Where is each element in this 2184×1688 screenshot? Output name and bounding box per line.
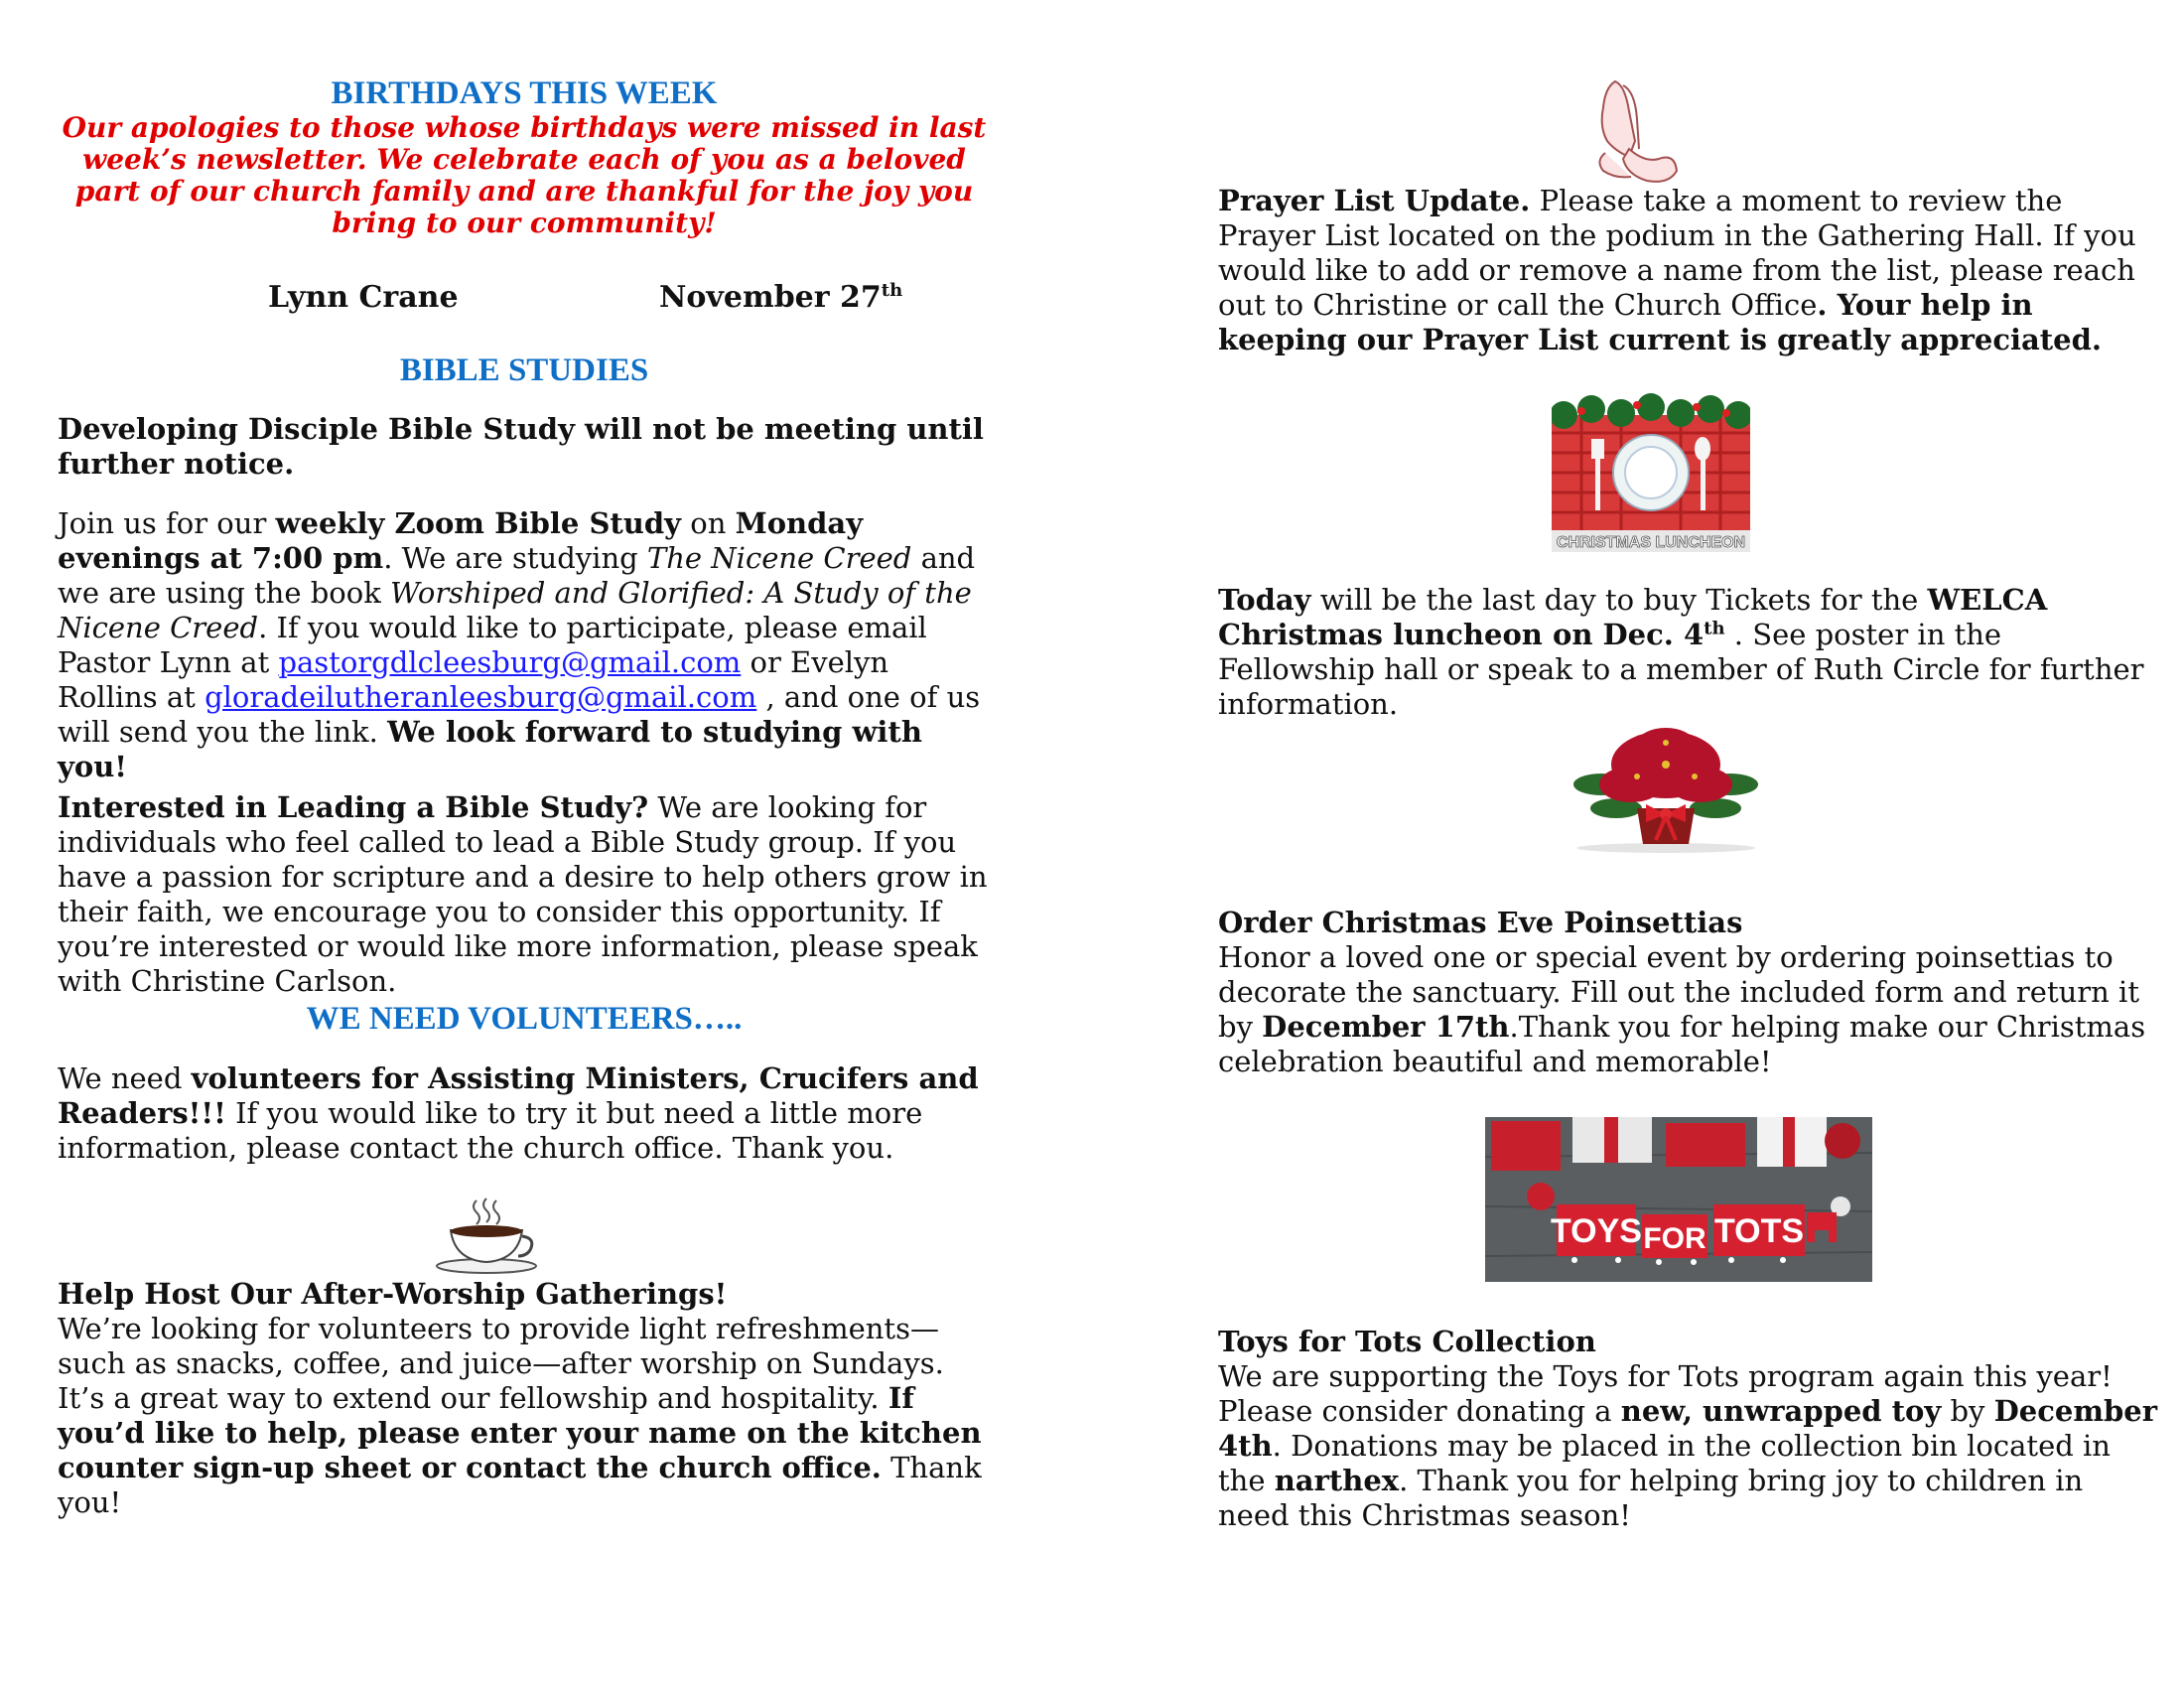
birthday-date: November 27th [659, 280, 903, 315]
pastor-email-link[interactable]: pastorgdlcleesburg@gmail.com [278, 645, 742, 679]
zoom-bible-study-paragraph: Join us for our weekly Zoom Bible Study on Monday evenings at 7:00 pm. We are studying The Nicene Creed and we are using the book Worshiped and Glorified: A Study of the Nicene Creed. If you would like to participate, please email Pastor Lynn at pastorgdlcleesburg@gmail.com or Evelyn Rollins at gloradeilutheranleesburg@gmail.com , and one of us will send you the link. We look forward to studying with you! [58, 506, 981, 783]
luncheon-caption: CHRISTMAS LUNCHEON [1556, 534, 1746, 551]
volunteers-heading: WE NEED VOLUNTEERS….. [306, 1001, 743, 1037]
birthday-name: Lynn Crane [268, 280, 459, 315]
birthdays-heading: BIRTHDAYS THIS WEEK [331, 75, 718, 111]
luncheon-paragraph: Today will be the last day to buy Tickets for the WELCA Christmas luncheon on Dec. 4th . See poster in the Fellowship hall or speak to a member of Ruth Circle for further information. [1218, 583, 2144, 721]
banner-word-toys: TOYS [1551, 1212, 1642, 1250]
bible-studies-heading: BIBLE STUDIES [399, 352, 649, 388]
toys-title: Toys for Tots Collection [1218, 1325, 1596, 1358]
hosting-title: Help Host Our After-Worship Gatherings! [58, 1277, 728, 1311]
toys-for-tots-banner [1485, 1117, 1872, 1282]
poinsettias-title: Order Christmas Eve Poinsettias [1218, 906, 1743, 939]
evelyn-email-link[interactable]: gloradeilutheranleesburg@gmail.com [205, 680, 757, 714]
banner-word-tots: TOTS [1713, 1212, 1805, 1250]
christmas-luncheon-image [1552, 393, 1750, 552]
poinsettia-icon [1571, 725, 1760, 854]
hosting-paragraph: We’re looking for volunteers to provide light refreshments—such as snacks, coffee, and juice—after worship on Sundays. It’s a great way to extend our fellowship and hospitality. If you’d like to help, please enter your name on the kitchen counter sign-up sheet or contact the church office. Thank you! [58, 1312, 982, 1519]
coffee-cup-icon [433, 1195, 542, 1274]
bible-study-notice: Developing Disciple Bible Study will not be meeting until further notice. [58, 412, 984, 481]
poinsettias-paragraph: Honor a loved one or special event by ordering poinsettias to decorate the sanctuary. Fill out the included form and return it by December 17th.Thank you for helping make our Christmas celebration beautiful and memorable! [1218, 940, 2146, 1078]
birthdays-apology: Our apologies to those whose birthdays were missed in last week’s newsletter. We celebrate each of you as a beloved part of our church family and are thankful for the joy you bring to our community! [62, 111, 987, 239]
prayer-list-paragraph: Prayer List Update. Please take a moment to review the Prayer List located on the podium in the Gathering Hall. If you would like to add or remove a name from the list, please reach out to Christine or call the Church Office. Your help in keeping our Prayer List current is greatly appreciated. [1218, 184, 2136, 356]
toys-paragraph: We are supporting the Toys for Tots program again this year! Please consider donating a new, unwrapped toy by December 4th. Donations may be placed in the collection bin located in the narthex. Thank you for helping bring joy to children in need this Christmas season! [1218, 1359, 2158, 1532]
praying-hands-icon [1585, 77, 1685, 185]
volunteers-paragraph: We need volunteers for Assisting Ministers, Crucifers and Readers!!! If you would like to try it but need a little more information, please contact the church office. Thank you. [58, 1061, 979, 1165]
banner-word-for: FOR [1643, 1222, 1706, 1255]
leading-bible-study-paragraph: Interested in Leading a Bible Study? We are looking for individuals who feel called to lead a Bible Study group. If you have a passion for scripture and a desire to help others grow in their faith, we encourage you to consider this opportunity. If you’re interested or would like more information, please speak with Christine Carlson. [58, 790, 988, 998]
